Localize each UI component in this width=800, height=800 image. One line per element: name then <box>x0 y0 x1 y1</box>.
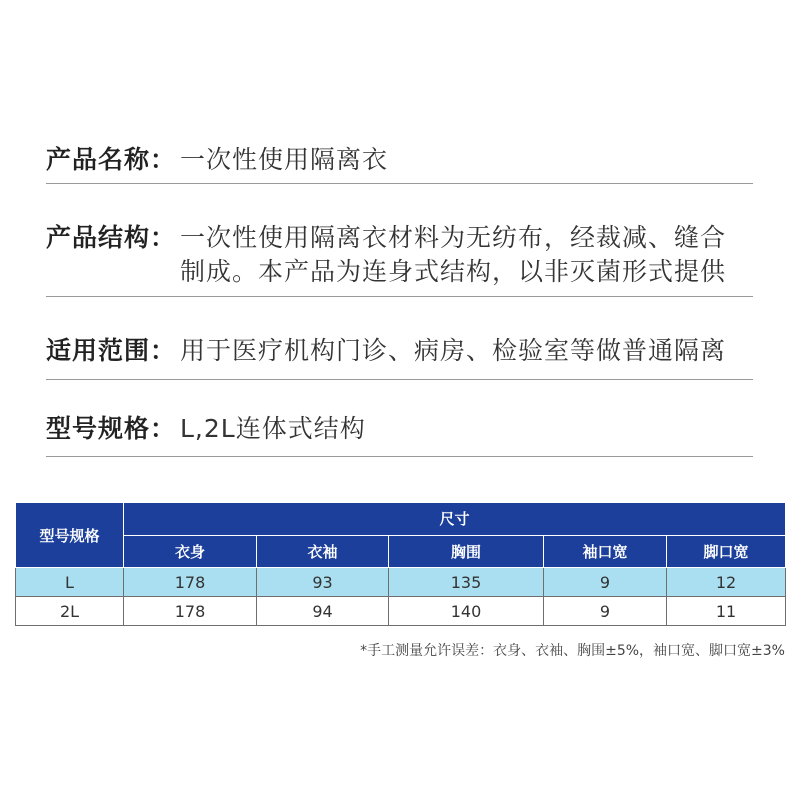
table-cell: 178 <box>124 568 257 597</box>
info-value-line: 一次性使用隔离衣材料为无纺布，经裁减、缝合 <box>180 223 727 252</box>
column-header: 袖口宽 <box>544 535 667 568</box>
column-header: 胸围 <box>389 535 544 568</box>
table-cell: 9 <box>544 597 667 626</box>
column-header: 衣袖 <box>257 535 389 568</box>
table-cell: 135 <box>389 568 544 597</box>
table-cell: 11 <box>667 597 786 626</box>
tolerance-note: *手工测量允许误差：衣身、衣袖、胸围±5%，袖口宽、脚口宽±3% <box>360 643 785 659</box>
table-cell: 140 <box>389 597 544 626</box>
table-row <box>16 597 786 626</box>
info-label: 产品结构： <box>46 223 177 252</box>
column-header: 脚口宽 <box>667 535 786 568</box>
info-value-line: L,2L连体式结构 <box>180 414 366 443</box>
model-cell: L <box>16 568 124 597</box>
info-label: 适用范围： <box>46 336 177 365</box>
model-cell: 2L <box>16 597 124 626</box>
info-label: 产品名称： <box>46 145 177 174</box>
table-row <box>16 568 786 597</box>
info-value <box>180 143 753 177</box>
table-corner-header: 型号规格 <box>16 503 124 568</box>
info-value-line: 一次性使用隔离衣 <box>180 145 389 174</box>
table-group-header: 尺寸 <box>124 503 786 536</box>
table-cell: 178 <box>124 597 257 626</box>
table-cell: 94 <box>257 597 389 626</box>
info-value-line: 用于医疗机构门诊、病房、检验室等做普通隔离 <box>180 336 727 365</box>
divider <box>46 456 753 457</box>
size-table <box>15 502 786 626</box>
info-value <box>180 334 753 368</box>
info-value <box>180 221 753 289</box>
table-cell: 12 <box>667 568 786 597</box>
divider <box>46 296 753 297</box>
info-value <box>180 412 753 446</box>
column-header: 衣身 <box>124 535 257 568</box>
table-cell: 9 <box>544 568 667 597</box>
divider <box>46 379 753 380</box>
info-value-line: 制成。本产品为连身式结构，以非灭菌形式提供 <box>180 257 727 286</box>
divider <box>46 183 753 184</box>
info-label: 型号规格： <box>46 414 177 443</box>
table-cell: 93 <box>257 568 389 597</box>
